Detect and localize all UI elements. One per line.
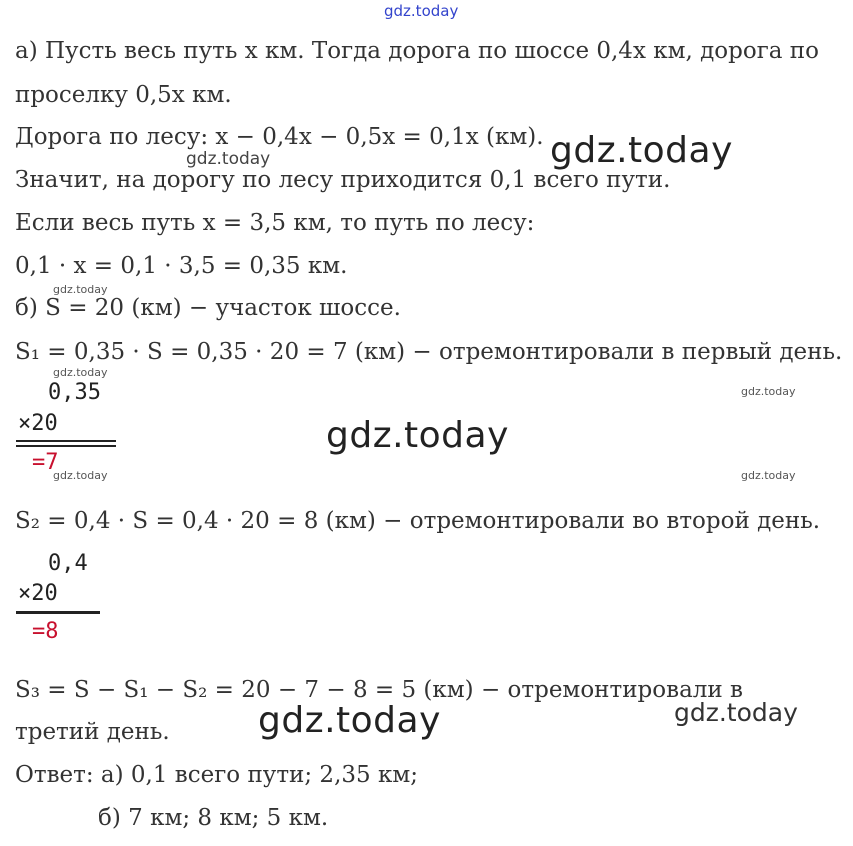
watermark-small: gdz.today xyxy=(53,283,108,296)
calc1-rule xyxy=(16,440,116,442)
text-line: б) S = 20 (км) − участок шоссе. xyxy=(15,295,401,321)
calc1-top: 0,35 xyxy=(48,380,101,405)
watermark-large: gdz.today xyxy=(326,415,509,456)
text-line: S₂ = 0,4 · S = 0,4 · 20 = 8 (км) − отремонтировали во второй день. xyxy=(15,508,821,534)
calc1-mult: ×20 xyxy=(18,411,58,436)
calc2-rule xyxy=(16,611,100,614)
text-line: S₁ = 0,35 · S = 0,35 · 20 = 7 (км) − отремонтировали в первый день. xyxy=(15,339,843,365)
text-line: третий день. xyxy=(15,719,170,745)
watermark-small: gdz.today xyxy=(53,469,108,482)
text-line: Значит, на дорогу по лесу приходится 0,1 всего пути. xyxy=(15,167,671,193)
text-line: Ответ: а) 0,1 всего пути; 2,35 км; xyxy=(15,762,418,788)
text-line: проселку 0,5x км. xyxy=(15,82,232,108)
watermark-small: gdz.today xyxy=(53,366,108,379)
text-line: S₃ = S − S₁ − S₂ = 20 − 7 − 8 = 5 (км) − отремонтировали в xyxy=(15,677,743,703)
text-line: Дорога по лесу: x − 0,4x − 0,5x = 0,1x (км). xyxy=(15,124,544,150)
text-line: а) Пусть весь путь x км. Тогда дорога по шоссе 0,4x км, дорога по xyxy=(15,38,819,64)
watermark-large: gdz.today xyxy=(258,700,441,741)
calc1-result: =7 xyxy=(32,450,59,475)
text-line: 0,1 · x = 0,1 · 3,5 = 0,35 км. xyxy=(15,253,348,279)
watermark-large: gdz.today xyxy=(550,130,733,171)
watermark-medium: gdz.today xyxy=(186,149,271,169)
calc2-result: =8 xyxy=(32,619,59,644)
watermark-small: gdz.today xyxy=(741,469,796,482)
calc2-mult: ×20 xyxy=(18,581,58,606)
watermark-top: gdz.today xyxy=(384,2,459,20)
watermark-small: gdz.today xyxy=(741,385,796,398)
calc1-rule xyxy=(16,445,116,447)
text-line: б) 7 км; 8 км; 5 км. xyxy=(98,805,329,831)
calc2-top: 0,4 xyxy=(48,551,88,576)
watermark-medium: gdz.today xyxy=(674,698,798,727)
text-line: Если весь путь x = 3,5 км, то путь по лесу: xyxy=(15,210,535,236)
